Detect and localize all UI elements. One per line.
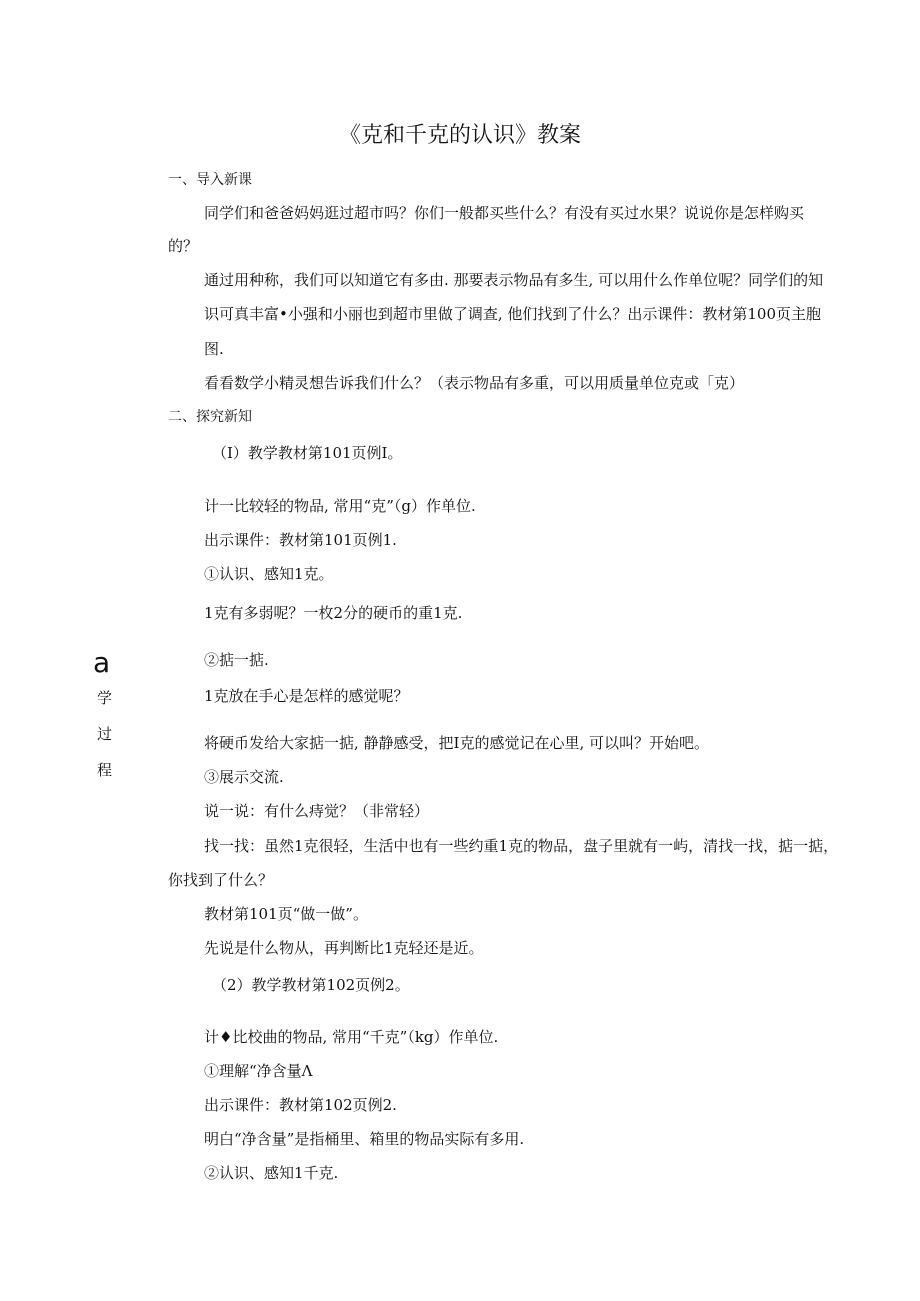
intro-paragraph-line: 看看数学小精灵想告诉我们什么？（表示物品有多重，可以用质量单位克或「克） [204,374,745,392]
body-line: 说一说：有什么痔觉？（非常轻） [204,802,430,820]
body-line: 明白“净含量”是指桶里、箱里的物品实际有多用. [204,1130,525,1148]
margin-label-char: 学 [97,689,113,707]
body-line: 出示课件：教材第102页例2. [204,1096,397,1114]
body-line: 你找到了什么？ [168,871,274,889]
subsection-heading: （I）教学教材第101页例I。 [212,444,403,462]
margin-label-char: 过 [97,725,113,743]
margin-label-char: 程 [97,761,113,779]
intro-paragraph-line: 识可真丰富•小强和小丽也到超市里做了调查, 他们找到了什么？出示课件：教材第100页主胞 [204,305,822,323]
body-line: 1克有多弱呢？一枚2分的硬币的重1克. [204,604,463,622]
intro-paragraph-line: 的？ [168,237,199,255]
body-line: 1克放在手心是怎样的感觉呢？ [204,687,409,705]
margin-letter: a [93,646,111,679]
intro-paragraph-line: 同学们和爸爸妈妈逛过超市吗？你们一般都买些什么？有没有买过水果？说说你是怎样购买 [204,204,805,222]
body-line: 先说是什么物从，再判断比1克轻还是近。 [204,939,484,957]
intro-paragraph-line: 图. [204,340,224,358]
section-heading-explore: 二、探究新知 [168,409,252,425]
body-line: ①认识、感知1克。 [204,565,334,583]
body-line: 出示课件：教材第101页例1. [204,531,397,549]
body-line: ②认识、感知1千克. [204,1164,339,1182]
body-line: 将硬币发给大家掂一掂, 静静感受，把I克的感觉记在心里, 可以叫？开始吧。 [204,734,710,752]
section-heading-intro: 一、导入新课 [168,172,252,188]
body-line: 教材第101页“做一做”。 [204,905,368,923]
body-line: ①理解“净含量Λ [204,1062,313,1080]
document-title: 《克和千克的认识》教案 [338,123,581,148]
body-line: 计一比较轻的物品, 常用“克”（g）作单位. [204,497,476,515]
subsection-heading: （2）教学教材第102页例2。 [212,976,410,994]
body-line: 找一找：虽然1克很轻，生活中也有一些约重1克的物品，盘子里就有一屿，清找一找，掂一掂， [204,837,839,855]
intro-paragraph-line: 通过用种称，我们可以知道它有多由. 那要表示物品有多生, 可以用什么作单位呢？同学们的知 [204,271,824,289]
body-line: ③展示交流. [204,768,284,786]
body-line: ②掂一掂. [204,651,269,669]
body-line: 计♦比校曲的物品, 常用“千克”（kg）作单位. [204,1028,499,1046]
